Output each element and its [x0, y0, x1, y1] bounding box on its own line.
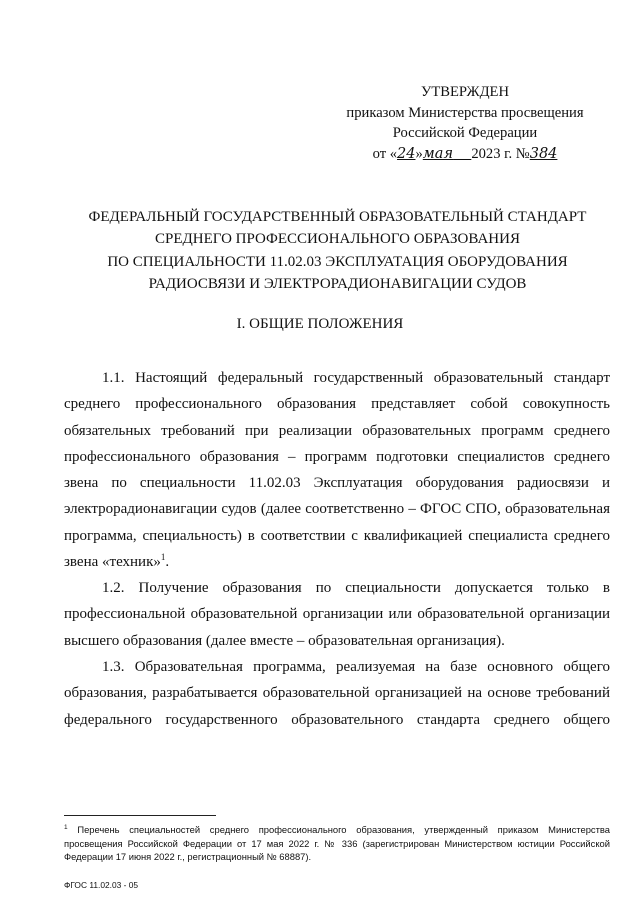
paragraph-1-1 [64, 365, 610, 575]
title-line-1: ФЕДЕРАЛЬНЫЙ ГОСУДАРСТВЕННЫЙ ОБРАЗОВАТЕЛЬНЫЙ СТАНДАРТ [88, 209, 587, 225]
footnote-reference: 1 [160, 552, 166, 563]
approval-line-2: Российской Федерации [392, 125, 538, 141]
document-title [50, 206, 625, 295]
paragraph-1-3: 1.3. Образовательная программа, реализуемая на базе основного общего образования, разрабатывается образовательной организацией на основе требований федерального государственного образовательного стандарта среднего общего [64, 659, 610, 728]
approval-block [330, 82, 600, 164]
section-heading: I. ОБЩИЕ ПОЛОЖЕНИЯ [236, 316, 404, 332]
document-code: ФГОС 11.02.03 - 05 [64, 880, 139, 890]
handwritten-order-number: 384 [529, 145, 558, 162]
quote-close: » [415, 145, 423, 162]
approval-date-line [330, 144, 600, 165]
date-prefix: от « [372, 145, 398, 162]
footnote-text: Перечень специальностей среднего профессионального образования, утвержденный приказом Министерства просвещения Российской Федерации от 17 мая 2022 г. № 336 (зарегистрирован Министерством юстиции Российской Федерации 17 июня 2022 г., регистрационный № 68887). [64, 824, 610, 862]
title-line-4: РАДИОСВЯЗИ И ЭЛЕКТРОРАДИОНАВИГАЦИИ СУДОВ [148, 275, 527, 292]
footnote [64, 823, 610, 864]
footnote-separator [64, 815, 216, 816]
date-year: 2023 г. № [471, 145, 530, 162]
title-line-2: СРЕДНЕГО ПРОФЕССИОНАЛЬНОГО ОБРАЗОВАНИЯ [155, 231, 520, 248]
approval-line-1: приказом Министерства просвещения [346, 104, 584, 121]
handwritten-month: мая [422, 145, 454, 162]
footnote-mark: 1 [64, 823, 68, 831]
paragraph-1-1-end: . [165, 554, 170, 571]
paragraph-1-1-text: 1.1. Настоящий федеральный государственный образовательный стандарт среднего профессионального образования представляет собой совокупность обязательных требований при реализации образовательных программ среднего профессионального образования – программ подготовки специалистов среднего звена по специальности 11.02.03 Эксплуатация оборудования радиосвязи и электрорадионавигации судов (далее соответственно – ФГОС СПО, образовательная программа, специальность) в соответствии с квалификацией специалиста среднего звена «техник» [64, 370, 610, 571]
title-line-3: ПО СПЕЦИАЛЬНОСТИ 11.02.03 ЭКСПЛУАТАЦИЯ ОБОРУДОВАНИЯ [107, 253, 568, 270]
approval-heading: УТВЕРЖДЕН [421, 84, 509, 100]
paragraph-1-2: 1.2. Получение образования по специальности допускается только в профессиональной образовательной организации или образовательной организации высшего образования (далее вместе – образовательная организация). [64, 580, 610, 649]
handwritten-day: 24 [397, 145, 416, 162]
